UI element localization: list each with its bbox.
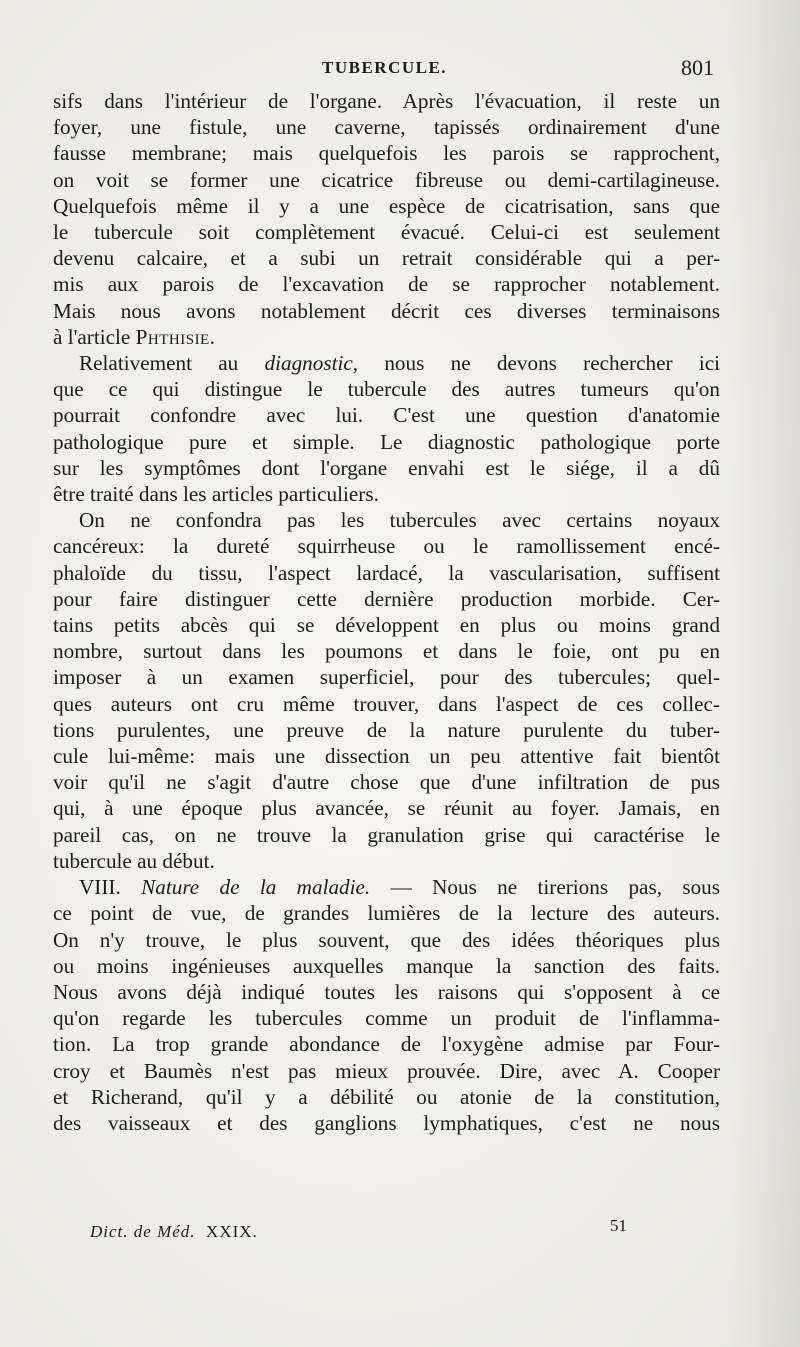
text-line: on voit se former une cicatrice fibreuse ou demi-cartilagineuse. [53, 167, 720, 192]
text-line: devenu calcaire, et a subi un retrait considérable qui a per- [53, 246, 720, 271]
text-line: Nous avons déjà indiqué toutes les raisons qui s'opposent à ce [53, 979, 720, 1004]
page-edge-shadow [730, 0, 800, 1347]
text-line: que ce qui distingue le tubercule des autres tumeurs qu'on [53, 377, 720, 402]
text-line: voir qu'il ne s'agit d'autre chose que d'une infiltration de pus [53, 770, 720, 795]
page-number: 801 [681, 55, 714, 80]
page-footer [0, 1216, 800, 1252]
text-line: cancéreux: la dureté squirrheuse ou le ramollissement encé- [53, 534, 720, 559]
text-line: Quelquefois même il y a une espèce de cicatrisation, sans que [53, 193, 720, 218]
text-line: le tubercule soit complètement évacué. Celui-ci est seulement [53, 220, 720, 245]
text-fragment: à l'article [53, 324, 136, 349]
text-line: tions purulentes, une preuve de la nature purulente du tuber- [53, 717, 720, 742]
text-line [53, 874, 720, 900]
text-line: pareil cas, on ne trouve la granulation grise qui caractérise le [53, 822, 720, 847]
text-line: mis aux parois de l'excavation de se rapprocher notablement. [53, 272, 720, 297]
section-number: VIII. [79, 875, 142, 900]
text-line [53, 324, 720, 350]
footer-source [90, 1222, 258, 1242]
section-title: Nature de la maladie. [141, 875, 371, 900]
text-fragment: . [209, 324, 216, 349]
text-line: On n'y trouve, le plus souvent, que des idées théoriques plus [53, 927, 720, 952]
text-line: sifs dans l'intérieur de l'organe. Après l'évacuation, il reste un [53, 89, 720, 113]
article-reference: Phthisie [135, 324, 210, 349]
text-line: On ne confondra pas les tubercules avec certains noyaux [79, 508, 720, 533]
paragraph-2 [53, 350, 720, 507]
text-line: ce point de vue, de grandes lumières de la lecture des auteurs. [53, 901, 720, 926]
text-line: fausse membrane; mais quelquefois les parois se rapprochent, [53, 141, 720, 166]
text-line: tains petits abcès qui se développent en plus ou moins grand [53, 613, 720, 638]
text-line: ou moins ingénieuses auxquelles manque la sanction des faits. [53, 953, 720, 978]
text-line: cule lui-même: mais une dissection un peu attentive fait bientôt [53, 744, 720, 769]
source-title: Dict. de Méd. [90, 1222, 196, 1241]
text-line: et Richerand, qu'il y a débilité ou atonie de la constitution, [53, 1084, 720, 1109]
paragraph-3 [53, 507, 720, 874]
italic-term: diagnostic, [264, 351, 359, 376]
text-fragment: nous ne devons rechercher ici [358, 351, 720, 376]
text-line: foyer, une fistule, une caverne, tapissés ordinairement d'une [53, 115, 720, 140]
text-line: tion. La trop grande abondance de l'oxygène admise par Four- [53, 1032, 720, 1057]
text-line [53, 350, 720, 376]
text-line: être traité dans les articles particuliers. [53, 482, 379, 507]
running-head: TUBERCULE. [322, 58, 448, 77]
text-line: sur les symptômes dont l'organe envahi est le siége, il a dû [53, 455, 720, 480]
text-line: qu'on regarde les tubercules comme un produit de l'inflamma- [53, 1006, 720, 1031]
text-line: tubercule au début. [53, 848, 215, 873]
text-line: croy et Baumès n'est pas mieux prouvée. Dire, avec A. Cooper [53, 1058, 720, 1083]
paragraph-1 [53, 88, 720, 350]
text-line: imposer à un examen superficiel, pour des tubercules; quel- [53, 665, 720, 690]
text-line: des vaisseaux et des ganglions lymphatiques, c'est ne nous [53, 1110, 720, 1135]
text-line: pour faire distinguer cette dernière production morbide. Cer- [53, 586, 720, 611]
page-header [0, 55, 800, 88]
body-text [53, 88, 720, 1136]
text-fragment: Relativement au [79, 351, 265, 376]
text-line: qui, à une époque plus avancée, se réunit au foyer. Jamais, en [53, 796, 720, 821]
text-line: pourrait confondre avec lui. C'est une question d'anatomie [53, 403, 720, 428]
text-line: nombre, surtout dans les poumons et dans le foie, ont pu en [53, 639, 720, 664]
signature-mark: 51 [610, 1216, 627, 1235]
volume-number: XXIX. [206, 1222, 258, 1241]
text-fragment: — Nous ne tirerions pas, sous [370, 875, 721, 900]
text-line: phaloïde du tissu, l'aspect lardacé, la vascularisation, suffisent [53, 560, 720, 585]
text-line: ques auteurs ont cru même trouver, dans l'aspect de ces collec- [53, 691, 720, 716]
paragraph-4 [53, 874, 720, 1136]
text-line: Mais nous avons notablement décrit ces diverses terminaisons [53, 298, 720, 323]
text-line: pathologique pure et simple. Le diagnostic pathologique porte [53, 429, 720, 454]
